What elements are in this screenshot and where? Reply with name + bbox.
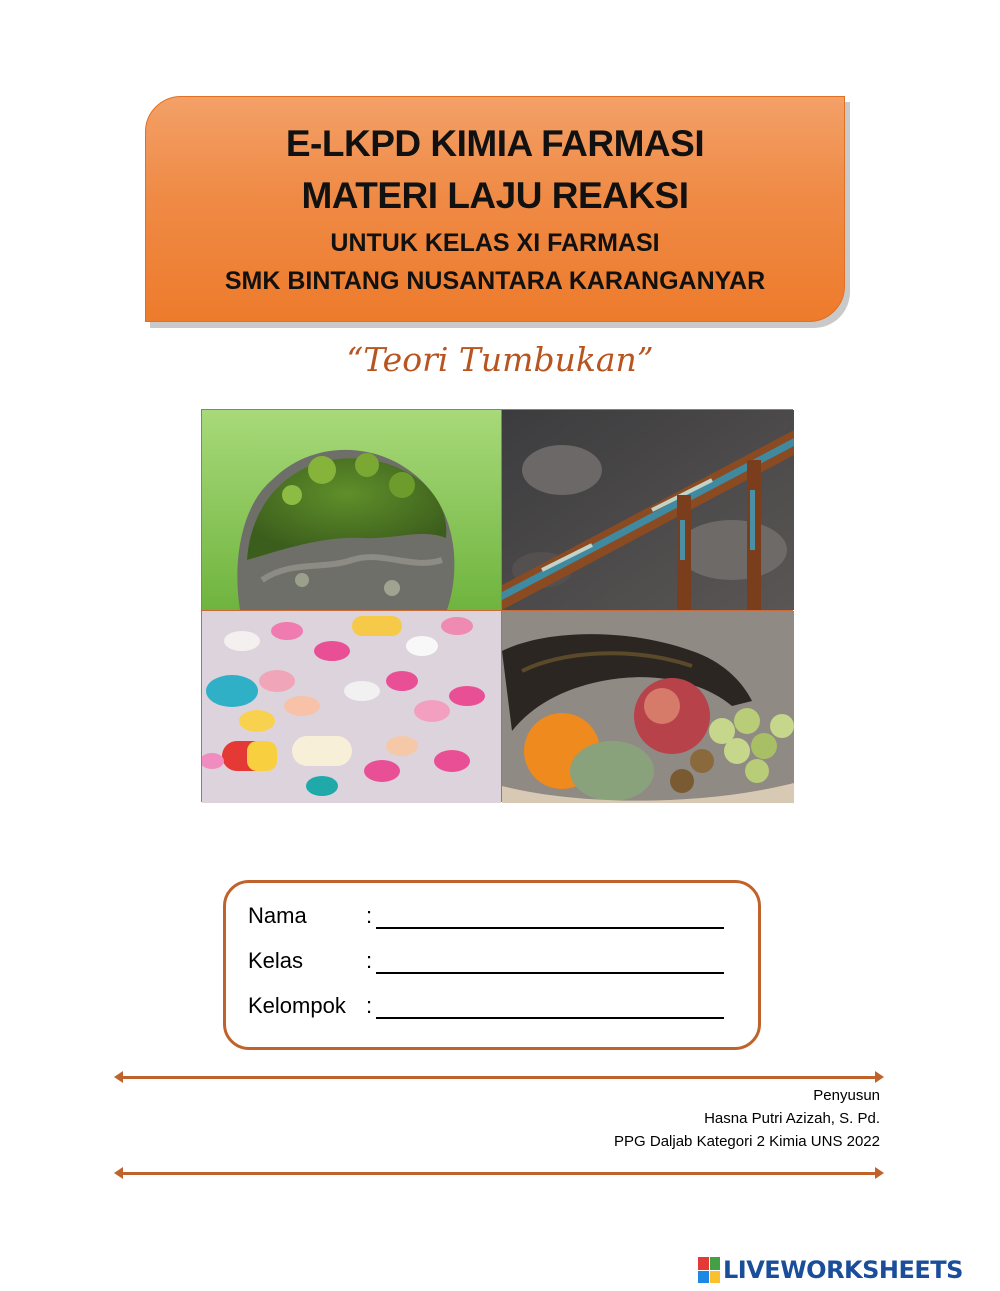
pills-photo xyxy=(202,611,501,803)
kelas-input-line[interactable] xyxy=(376,972,724,974)
subtitle: “Teori Tumbukan” xyxy=(346,340,654,379)
field-label: Nama xyxy=(248,903,307,928)
student-info-form xyxy=(223,880,761,1050)
title-line-2: MATERI LAJU REAKSI xyxy=(301,175,689,216)
rusty-railing-photo xyxy=(502,410,794,610)
nama-input-line[interactable] xyxy=(376,927,724,929)
photo-collage xyxy=(201,409,793,802)
credits-heading: Penyusun xyxy=(813,1087,880,1104)
liveworksheets-logo-icon xyxy=(698,1257,720,1283)
kelompok-input-line[interactable] xyxy=(376,1017,724,1019)
divider-top xyxy=(118,1076,880,1079)
arrow-right-icon xyxy=(875,1071,884,1083)
credits-program: PPG Daljab Kategori 2 Kimia UNS 2022 xyxy=(614,1133,880,1150)
field-colon: : xyxy=(366,948,373,973)
liveworksheets-brand xyxy=(698,1256,963,1284)
field-colon: : xyxy=(366,993,373,1018)
field-colon: : xyxy=(366,903,373,928)
credits xyxy=(614,1084,880,1153)
credits-author: Hasna Putri Azizah, S. Pd. xyxy=(704,1110,880,1127)
arrow-left-icon xyxy=(114,1071,123,1083)
mossy-rock-photo xyxy=(202,410,501,610)
title-banner xyxy=(145,96,845,322)
divider-bottom xyxy=(118,1172,880,1175)
title-line-1: E-LKPD KIMIA FARMASI xyxy=(285,123,705,164)
arrow-left-icon xyxy=(114,1167,123,1179)
field-label: Kelompok xyxy=(248,993,346,1018)
rotten-fruit-photo xyxy=(502,611,794,803)
arrow-right-icon xyxy=(875,1167,884,1179)
title-line-3: UNTUK KELAS XI FARMASI xyxy=(330,229,660,257)
title-line-4: SMK BINTANG NUSANTARA KARANGANYAR xyxy=(224,267,766,295)
brand-text: LIVEWORKSHEETS xyxy=(723,1256,963,1284)
field-label: Kelas xyxy=(248,948,304,973)
